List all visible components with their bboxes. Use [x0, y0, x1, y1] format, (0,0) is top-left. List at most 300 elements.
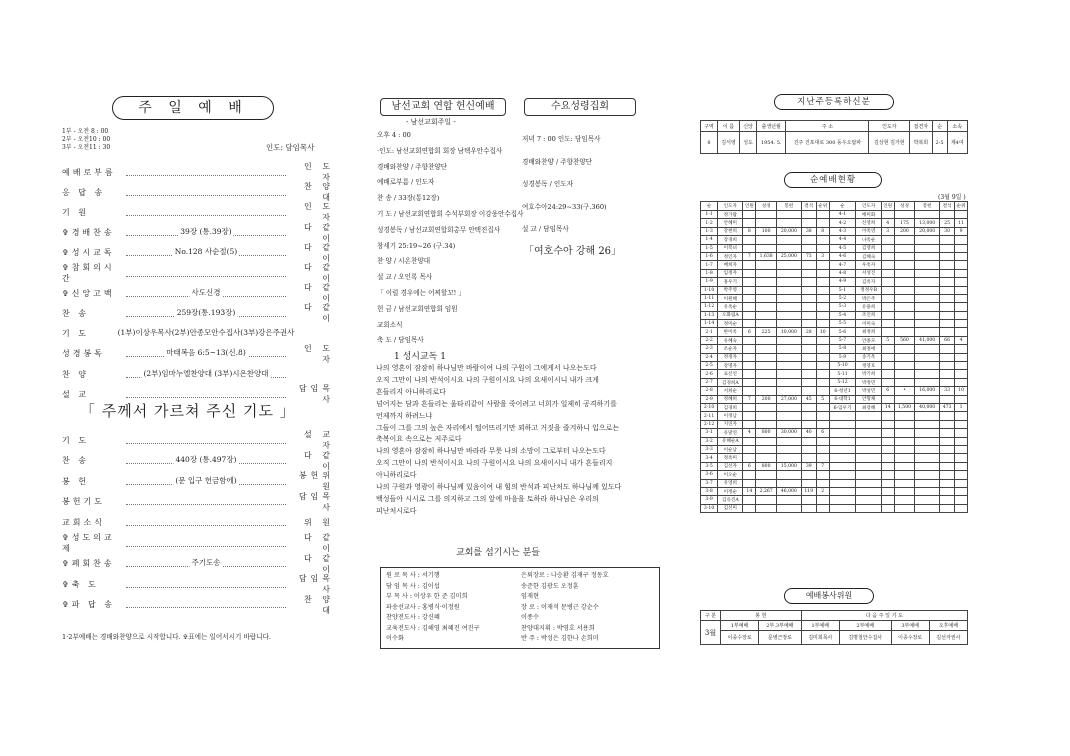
- text-line: 성경봉독 / 인도자: [522, 180, 574, 188]
- sched-cell: 정인자: [718, 252, 743, 260]
- sched-cell: [756, 244, 777, 252]
- sched-row: [701, 429, 968, 437]
- sched-cell: [816, 286, 829, 294]
- sched-header-cell: 순: [701, 202, 718, 211]
- sched-cell: [816, 437, 829, 445]
- order-label: 기 도: [62, 329, 89, 339]
- sched-cell: [801, 311, 816, 319]
- sched-cell: [939, 353, 954, 361]
- sched-row: [701, 303, 968, 311]
- text-line: 오직 그만이 나의 반석이시요 나의 구원이시요 나의 요새이시니 내가 흔들리지: [376, 459, 613, 468]
- text-line: 장 로 : 이재석 문병근 강순수: [521, 603, 599, 611]
- sched-cell: [894, 328, 915, 336]
- sched-header-cell: 인원: [881, 202, 894, 211]
- sched-cell: 김옥자: [856, 278, 881, 286]
- sched-cell: [756, 378, 777, 386]
- sched-cell: [743, 479, 756, 487]
- sched-cell-empty: [915, 487, 940, 495]
- order-label: ✞성시교독: [62, 248, 115, 258]
- sched-cell: 정영호: [856, 362, 881, 370]
- svc-h-4: 2부예배: [839, 621, 891, 631]
- order-row: [62, 182, 334, 203]
- order-label: 응 답 송: [62, 187, 106, 197]
- sched-cell: [743, 211, 756, 219]
- sched-cell-empty: [881, 479, 894, 487]
- sched-row: [701, 353, 968, 361]
- new-members-table: [700, 120, 968, 154]
- sched-cell: [939, 362, 954, 370]
- sched-cell: 5-4: [829, 311, 856, 319]
- sched-cell: 1-2: [701, 219, 718, 227]
- sched-cell-empty: [856, 462, 881, 470]
- sched-cell: [816, 269, 829, 277]
- order-detail: 440장 (통.497장): [175, 455, 237, 465]
- sched-cell-empty: [955, 471, 968, 479]
- order-person: 위 원: [304, 517, 334, 527]
- sched-cell-empty: [915, 504, 940, 512]
- sched-cell: 서희순: [718, 387, 743, 395]
- sched-cell-empty: [939, 412, 954, 420]
- sched-cell: [743, 370, 756, 378]
- sched-cell-empty: [894, 487, 915, 495]
- worship-volunteers-table: [700, 610, 968, 645]
- sched-cell: 5-7: [829, 336, 856, 344]
- wednesday-order: [522, 128, 662, 241]
- sched-cell: 6-청년1: [829, 387, 856, 395]
- order-label: 봉 헌: [62, 476, 89, 486]
- sched-cell: 2-3: [701, 345, 718, 353]
- sched-row: [701, 328, 968, 336]
- sched-cell: 박정민: [856, 378, 881, 386]
- svc-h-3: 1부예배: [801, 621, 839, 631]
- sched-cell: [894, 320, 915, 328]
- sched-cell: [801, 454, 816, 462]
- sched-cell: [801, 211, 816, 219]
- sched-cell: [915, 320, 940, 328]
- sched-cell: 2-12: [701, 420, 718, 428]
- news-header-cell: 신앙: [740, 121, 757, 132]
- sched-cell: [756, 445, 777, 453]
- sched-cell: [756, 362, 777, 370]
- cell-service-header: [701, 202, 968, 211]
- sched-cell: 1-14: [701, 320, 718, 328]
- svc-v-2: 문병근장로: [759, 631, 802, 645]
- order-row: [62, 574, 334, 595]
- sched-cell-empty: [955, 504, 968, 512]
- text-line: 기 도 / 남선교회연합회 수석부회장 이강웅안수집사: [377, 209, 524, 218]
- sched-cell: 강명자: [718, 362, 743, 370]
- sched-cell: [816, 454, 829, 462]
- sched-cell: 안종모: [856, 336, 881, 344]
- news-cell: 제4여: [947, 132, 967, 154]
- sched-cell: 4: [743, 429, 756, 437]
- responsive-reading: [376, 363, 668, 518]
- sched-cell: 14: [881, 403, 894, 411]
- sched-cell: [939, 236, 954, 244]
- sched-cell: [816, 311, 829, 319]
- sched-cell-empty: [915, 437, 940, 445]
- order-dots: [126, 169, 286, 176]
- sched-cell: [777, 437, 802, 445]
- sched-cell: 6-임우기: [829, 403, 856, 411]
- sched-cell: [915, 261, 940, 269]
- sched-cell: [777, 320, 802, 328]
- order-row: [62, 222, 334, 243]
- order-person: 다 같 이: [304, 533, 334, 553]
- sched-cell-empty: [955, 496, 968, 504]
- sched-cell-empty: [829, 496, 856, 504]
- sched-cell: 정혜희: [718, 395, 743, 403]
- sched-cell: [743, 236, 756, 244]
- sched-cell: 4: [881, 219, 894, 227]
- sched-cell: 13,000: [915, 219, 940, 227]
- sched-cell-empty: [856, 496, 881, 504]
- sched-row: [701, 362, 968, 370]
- union-service-title: 남선교회 연합 헌신예배: [380, 98, 506, 116]
- sched-cell: [801, 437, 816, 445]
- sched-cell: [777, 286, 802, 294]
- servants-box: [380, 567, 660, 649]
- sched-cell-empty: [939, 445, 954, 453]
- sched-cell: [816, 387, 829, 395]
- sched-cell: 4-9: [829, 278, 856, 286]
- sched-cell: 3-1: [701, 429, 718, 437]
- order-row: [62, 343, 334, 364]
- sched-cell: 1-10: [701, 286, 718, 294]
- sched-cell: [743, 278, 756, 286]
- sched-header-cell: 순위: [816, 202, 829, 211]
- sched-cell: [777, 378, 802, 386]
- svc-v-4: 김명철안수집사: [839, 631, 891, 645]
- text-line: 설 교 / 오인록 목사: [377, 273, 433, 282]
- sched-cell: [777, 403, 802, 411]
- sched-cell: [801, 286, 816, 294]
- sched-cell: [777, 261, 802, 269]
- sched-cell: [955, 278, 968, 286]
- sched-cell: 김경희: [718, 403, 743, 411]
- order-dots: [126, 475, 286, 485]
- sched-cell: [743, 437, 756, 445]
- sched-cell-empty: [915, 496, 940, 504]
- worship-volunteers-title: 예배봉사위원: [784, 588, 874, 604]
- sched-cell: 4-8: [829, 269, 856, 277]
- sched-cell: [915, 269, 940, 277]
- sched-cell-empty: [915, 445, 940, 453]
- order-row: [62, 242, 334, 263]
- sched-cell: 3-9: [701, 496, 718, 504]
- text-line: 「 이럴 경우에는 어찌할꼬! 」: [377, 288, 465, 297]
- sched-cell: 175: [894, 219, 915, 227]
- sched-cell: [777, 362, 802, 370]
- order-label: 성경봉독: [62, 349, 105, 359]
- cell-service-table: [700, 201, 968, 513]
- svc-col-offering: 봉 헌: [721, 611, 802, 621]
- sched-cell: [777, 387, 802, 395]
- sched-cell: [915, 362, 940, 370]
- sched-cell: [816, 353, 829, 361]
- svc-h-1: 1부예배: [721, 621, 759, 631]
- sched-cell: [743, 412, 756, 420]
- sched-cell-empty: [829, 437, 856, 445]
- sched-cell: [743, 471, 756, 479]
- sched-cell: [955, 261, 968, 269]
- sched-cell: [743, 403, 756, 411]
- sched-cell: [777, 504, 802, 512]
- sched-cell: [955, 294, 968, 302]
- sched-cell: [881, 303, 894, 311]
- sched-cell: [743, 362, 756, 370]
- sched-row: [701, 294, 968, 302]
- sched-cell-empty: [915, 412, 940, 420]
- sched-cell-empty: [939, 496, 954, 504]
- order-label: 기 원: [62, 207, 89, 217]
- sched-cell: [881, 320, 894, 328]
- order-row: [62, 283, 334, 304]
- sched-cell: [816, 412, 829, 420]
- sched-cell: [743, 303, 756, 311]
- sched-cell: 40,000: [915, 403, 940, 411]
- sched-cell: 3: [881, 227, 894, 235]
- order-dots: [126, 270, 286, 277]
- order-row: [62, 162, 334, 182]
- sched-cell: [939, 328, 954, 336]
- sched-cell: 100: [756, 227, 777, 235]
- sched-cell: [756, 403, 777, 411]
- sched-cell-empty: [939, 504, 954, 512]
- sched-cell: 4-1: [829, 211, 856, 219]
- sched-cell: 5-5: [829, 320, 856, 328]
- sched-cell: [881, 362, 894, 370]
- sched-cell: 5: [881, 336, 894, 344]
- order-detail: 259장(통.193장): [176, 307, 236, 317]
- sched-cell: [915, 378, 940, 386]
- sched-cell: [939, 345, 954, 353]
- sched-cell: [816, 378, 829, 386]
- sched-cell: [756, 479, 777, 487]
- sched-cell: 800: [756, 429, 777, 437]
- sched-cell: [756, 471, 777, 479]
- order-label: ✞신앙고백: [62, 288, 115, 298]
- order-detail: 주기도송: [191, 558, 221, 568]
- sched-cell: [915, 303, 940, 311]
- sched-row: [701, 378, 968, 386]
- sched-cell-empty: [829, 504, 856, 512]
- order-dots: [126, 307, 286, 317]
- sched-cell: [955, 211, 968, 219]
- sched-cell: [894, 345, 915, 353]
- sched-row: [701, 370, 968, 378]
- order-row: [62, 553, 334, 574]
- sched-cell: 66: [939, 336, 954, 344]
- order-row: [62, 328, 334, 340]
- sched-cell-empty: [881, 420, 894, 428]
- svc-month: 3월: [701, 621, 721, 645]
- sched-cell: 4-3: [829, 227, 856, 235]
- sched-cell: [894, 269, 915, 277]
- sched-cell: 김경희A: [718, 378, 743, 386]
- sched-cell: [816, 504, 829, 512]
- text-line: 이수화: [386, 635, 404, 642]
- sched-cell: [756, 261, 777, 269]
- sched-cell: [743, 244, 756, 252]
- sched-cell: 임정자: [718, 269, 743, 277]
- sched-cell: 배희자: [718, 261, 743, 269]
- sched-cell: 정가람: [718, 211, 743, 219]
- sched-row: [701, 445, 968, 453]
- order-dots: [126, 437, 286, 444]
- sched-cell: 박은주: [856, 294, 881, 302]
- sched-cell: [881, 353, 894, 361]
- sched-cell-empty: [856, 437, 881, 445]
- sched-cell: [881, 395, 894, 403]
- sched-cell: 11: [955, 219, 968, 227]
- sched-cell: [816, 261, 829, 269]
- sched-cell: [777, 269, 802, 277]
- order-row: [62, 263, 334, 283]
- sched-cell-empty: [894, 429, 915, 437]
- sched-cell: 정정우B: [856, 286, 881, 294]
- news-header-cell: 구역: [701, 121, 718, 132]
- sched-cell: [816, 336, 829, 344]
- sched-row: [701, 236, 968, 244]
- sched-cell: [881, 378, 894, 386]
- sched-cell: [743, 311, 756, 319]
- sched-cell: 6: [743, 328, 756, 336]
- sched-cell: 5-12: [829, 378, 856, 386]
- sched-cell-empty: [955, 412, 968, 420]
- sched-cell: 15,000: [777, 462, 802, 470]
- sched-cell-empty: [856, 429, 881, 437]
- sched-cell: 이옥영: [856, 227, 881, 235]
- text-line: 찬 송 / 33장(통12장): [377, 194, 440, 203]
- sched-row: [701, 261, 968, 269]
- sched-cell: 2-10: [701, 403, 718, 411]
- sched-cell: 1-6: [701, 252, 718, 260]
- sched-cell: 김선미: [718, 504, 743, 512]
- sched-cell: 4-7: [829, 261, 856, 269]
- order-person: 다 같 이: [304, 242, 334, 263]
- new-members-header: [701, 121, 968, 132]
- sched-cell: 45: [801, 395, 816, 403]
- sched-cell: [756, 294, 777, 302]
- sched-cell: 나옥순: [856, 236, 881, 244]
- sched-cell: [756, 336, 777, 344]
- sched-cell: [894, 294, 915, 302]
- sched-cell: 5-11: [829, 370, 856, 378]
- sched-cell: [915, 211, 940, 219]
- sched-cell: [743, 294, 756, 302]
- sched-cell: [743, 286, 756, 294]
- sched-cell: [801, 420, 816, 428]
- sched-cell: 최강해: [856, 403, 881, 411]
- sched-cell: [777, 370, 802, 378]
- text-line: 오후 4 : 00: [377, 131, 411, 139]
- sched-cell: 이미숙: [856, 320, 881, 328]
- text-line: 성경봉독 / 남선교회연합회총무 안택진집사: [377, 225, 501, 234]
- sched-cell: 7: [743, 252, 756, 260]
- sched-cell: [915, 252, 940, 260]
- order-person: 인 도 자: [304, 162, 334, 182]
- sched-cell: [955, 244, 968, 252]
- sched-cell: 5-10: [829, 362, 856, 370]
- sched-cell: 3: [816, 252, 829, 260]
- order-label: 기 도: [62, 435, 89, 445]
- sched-cell: [881, 252, 894, 260]
- sched-cell: 560: [894, 336, 915, 344]
- text-line: 오직 그만이 나의 반석이시요 나의 구원이시요 나의 요새이시니 내가 크게: [376, 375, 599, 384]
- sched-cell: 5-2: [829, 294, 856, 302]
- order-dots: [126, 209, 286, 216]
- sched-cell: [816, 479, 829, 487]
- sched-cell: [777, 479, 802, 487]
- sched-cell: [777, 336, 802, 344]
- sched-cell: 40: [801, 429, 816, 437]
- sched-cell-empty: [894, 504, 915, 512]
- sched-cell: 5-6: [829, 328, 856, 336]
- sched-cell-empty: [856, 479, 881, 487]
- sched-cell: [939, 378, 954, 386]
- sched-cell: 유용희: [856, 303, 881, 311]
- order-person: 담임목사: [298, 491, 334, 512]
- sched-cell-empty: [894, 420, 915, 428]
- sched-row: [701, 320, 968, 328]
- news-cell: 김상현 김가현: [869, 132, 910, 154]
- sched-row: [701, 269, 968, 277]
- sched-cell: [743, 320, 756, 328]
- sched-cell: [777, 244, 802, 252]
- sched-cell: 1-3: [701, 227, 718, 235]
- order-dots: [126, 249, 286, 256]
- sched-cell: [777, 278, 802, 286]
- sched-cell: 유말연: [718, 429, 743, 437]
- sched-cell: [894, 211, 915, 219]
- sched-cell-empty: [955, 462, 968, 470]
- sched-header-cell: 결석: [801, 202, 816, 211]
- sched-row: [701, 252, 968, 260]
- sched-cell: [881, 244, 894, 252]
- text-line: 은퇴장로 : 나승환 김재구 정동호: [521, 572, 609, 579]
- sched-cell: [777, 471, 802, 479]
- sched-cell: [756, 345, 777, 353]
- sched-header-cell: 성경: [894, 202, 915, 211]
- text-line: 나의 영혼이 잠잠히 하나님만 바람이여 나의 구원이 그에게서 나오는도다: [376, 364, 597, 372]
- sched-cell: [777, 412, 802, 420]
- sched-cell: [894, 362, 915, 370]
- sched-cell: 장경희: [718, 236, 743, 244]
- sched-cell: 800: [756, 462, 777, 470]
- order-dots: [126, 581, 286, 588]
- sched-cell: [881, 211, 894, 219]
- sched-cell: 10: [955, 387, 968, 395]
- sched-cell: [894, 353, 915, 361]
- sched-cell: [801, 269, 816, 277]
- order-person: 다 같 이: [304, 283, 334, 304]
- sched-cell: [881, 311, 894, 319]
- text-line: 피난처시로다: [376, 506, 417, 515]
- svc-col-type: 구 분: [701, 611, 721, 621]
- sched-cell: [801, 504, 816, 512]
- sched-cell: [801, 370, 816, 378]
- text-line: 경배와찬양 / 주향찬양단: [522, 157, 593, 166]
- sched-cell: [801, 496, 816, 504]
- order-row: [62, 368, 334, 380]
- text-line: 저녁 7 : 00 인도: 담임목사: [522, 135, 601, 143]
- order-detail: 사도신경: [191, 287, 221, 297]
- sched-cell-empty: [881, 429, 894, 437]
- sched-cell: 30,000: [777, 429, 802, 437]
- sched-cell: [881, 278, 894, 286]
- sched-cell: [939, 244, 954, 252]
